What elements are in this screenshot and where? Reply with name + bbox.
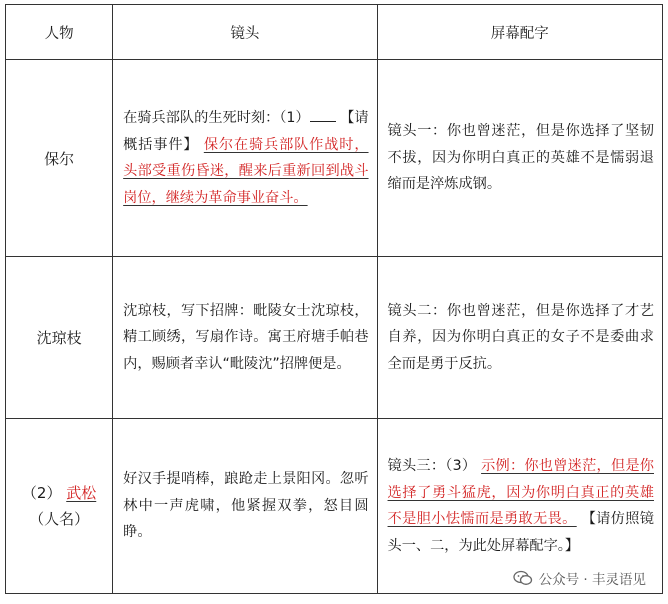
watermark <box>509 566 650 590</box>
screen-hint: 【请仿照镜头一、二，为此处屏幕配字。】 <box>387 511 654 554</box>
shot-cell <box>113 419 377 594</box>
shot-cell <box>113 257 377 419</box>
name-prefix: （2） <box>21 484 62 502</box>
screen-answer: 示例：你也曾迷茫，但是你选择了勇斗猛虎，因为你明白真正的英雄不是胆小怯懦而是勇敢无畏。 <box>387 458 654 527</box>
screen-lead: 镜头三：（3） <box>387 458 477 474</box>
screen-cell <box>377 60 662 257</box>
answer-table <box>5 4 663 594</box>
screen-cell <box>377 257 662 419</box>
watermark-text: 公众号 · 丰灵语见 <box>538 572 646 588</box>
header-shot: 镜头 <box>113 5 377 60</box>
header-row <box>6 5 663 60</box>
shot-text: 好汉手提哨棒，踉跄走上景阳冈。忽听林中一声虎啸，他紧握双拳，怒目圆睁。 <box>123 471 369 541</box>
shot-answer: 保尔在骑兵部队作战时，头部受重伤昏迷，醒来后重新回到战斗岗位，继续为革命事业奋斗。 <box>123 136 369 206</box>
shot-text: 沈琼枝，写下招牌：毗陵女士沈琼枝，精工顾绣，写扇作诗。寓王府塘手帕巷内，赐顾者幸认“毗陵沈”招牌便是。 <box>123 302 369 372</box>
name-answer: 武松 <box>66 484 97 502</box>
name-note: （人名） <box>29 510 90 528</box>
screen-text: 镜头一：你也曾迷茫，但是你选择了坚韧不拔，因为你明白真正的英雄不是懦弱退缩而是淬炼成钢。 <box>387 123 654 193</box>
table-row <box>6 257 663 419</box>
person-name-cell <box>6 419 113 594</box>
answer-blank <box>310 107 336 122</box>
shot-hint: 【请概括事件】 <box>123 110 369 153</box>
header-person: 人物 <box>6 5 113 60</box>
wechat-icon <box>513 570 533 586</box>
table-row <box>6 60 663 257</box>
person-name: 保尔 <box>6 60 113 257</box>
person-name: 沈琼枝 <box>6 257 113 419</box>
header-screen-text: 屏幕配字 <box>377 5 662 60</box>
shot-lead: 在骑兵部队的生死时刻：（1） <box>123 110 310 126</box>
screen-text: 镜头二：你也曾迷茫，但是你选择了才艺自养，因为你明白真正的女子不是委曲求全而是勇于反抗。 <box>387 302 654 372</box>
shot-cell <box>113 60 377 257</box>
